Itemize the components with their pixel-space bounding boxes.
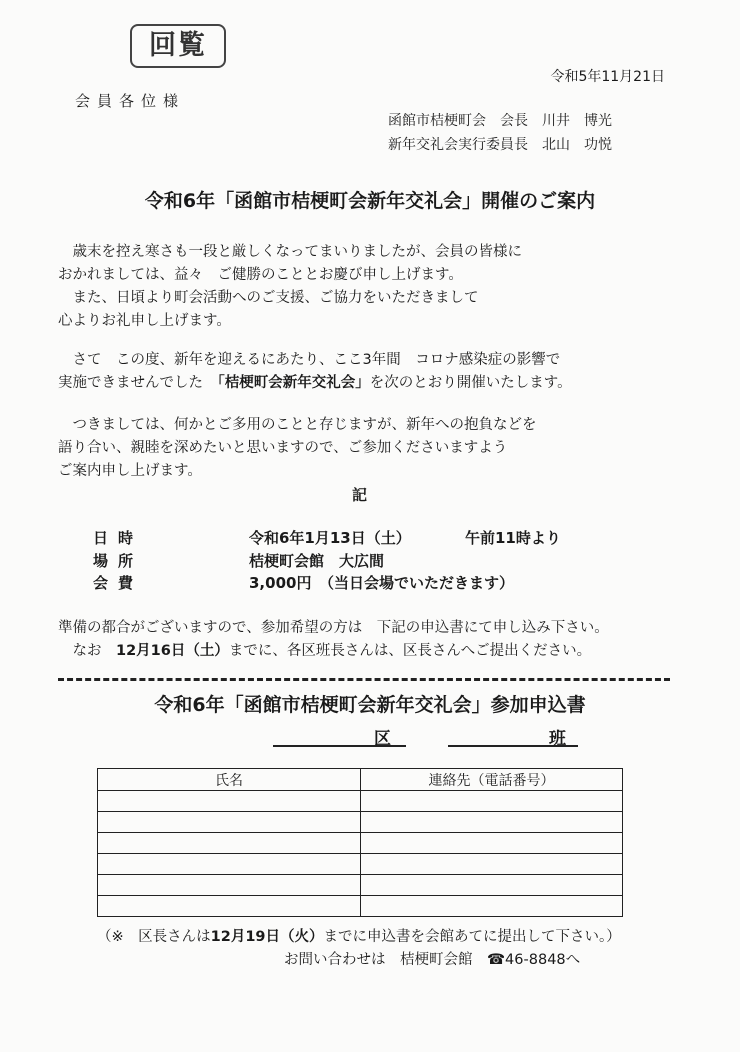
col-contact-header: 連絡先（電話番号） [361,769,623,791]
body-paragraph-1 [58,241,522,333]
body-line: おかれましては、益々 ご健勝のこととお慶び申し上げます。 [58,267,463,283]
contact-cell[interactable] [361,833,623,854]
body-line: また、日頃より町会活動へのご支援、ご協力をいただきまして [58,290,479,306]
datetime-value: 令和6年1月13日（土） [249,529,411,547]
han-label: 班 [549,729,566,749]
place-value: 桔梗町会館 大広間 [249,552,385,570]
name-cell[interactable] [98,896,361,917]
deadline-bold: 12月16日（土） [116,643,229,659]
body-text: 実施できませんでした [58,375,218,391]
name-cell[interactable] [98,875,361,896]
ku-label: 区 [374,729,391,749]
body-line: 歳末を控え寒さも一段と厳しくなってまいりましたが、会員の皆様に [58,244,522,260]
table-row [98,812,623,833]
body-line: つきましては、何かとご多用のことと存じますが、新年への抱負などを [58,417,537,433]
name-cell[interactable] [98,833,361,854]
body-line: ご案内申し上げます。 [58,463,202,479]
event-name-bold: 「桔梗町会新年交礼会」 [217,375,370,391]
body-line [58,372,572,395]
body-line: 語り合い、親睦を深めたいと思いますので、ご参加くださいますよう [58,440,508,456]
table-row [98,854,623,875]
table-row [98,896,623,917]
note-line-1: 準備の都合がございますので、参加希望の方は 下記の申込書にて申し込み下さい。 [58,620,609,636]
table-row [98,833,623,854]
datetime-label: 日時 [93,529,144,547]
place-label: 場所 [93,552,144,570]
form-title: 令和6年「函館市桔梗町会新年交礼会」参加申込書 [154,694,586,716]
name-cell[interactable] [98,812,361,833]
body-line: さて この度、新年を迎えるにあたり、ここ3年間 コロナ感染症の影響で [58,352,561,368]
sender-committee: 新年交礼会実行委員長 北山 功悦 [388,137,612,153]
note-text: なお [58,643,116,659]
name-cell[interactable] [98,791,361,812]
contact-cell[interactable] [361,854,623,875]
table-row [98,791,623,812]
contact-cell[interactable] [361,812,623,833]
body-paragraph-3 [58,414,537,483]
sender-chair: 函館市桔梗町会 会長 川井 博光 [388,113,612,129]
fee-value: 3,000円 （当日会場でいただきます） [249,574,514,592]
contact-cell[interactable] [361,875,623,896]
name-cell[interactable] [98,854,361,875]
time-value: 午前11時より [465,529,561,547]
note-text: までに、各区班長さんは、区長さんへご提出ください。 [228,643,592,659]
notice-title: 令和6年「函館市桔梗町会新年交礼会」開催のご案内 [144,190,596,212]
document-date: 令和5年11月21日 [550,69,665,85]
recipients: 会員各位様 [75,92,186,110]
body-text: を次のとおり開催いたします。 [369,375,572,391]
note-line-2 [58,639,591,660]
table-header-row [98,769,623,791]
contact-cell[interactable] [361,791,623,812]
body-paragraph-2 [58,349,572,395]
footer-text: までに申込書を会館あてに提出して下さい。） [323,929,621,945]
ki-heading: 記 [352,486,368,504]
contact-info: お問い合わせは 桔梗町会館 ☎46-8848へ [284,952,581,968]
application-table [97,768,623,917]
col-name-header: 氏名 [98,769,361,791]
cut-line [58,678,670,681]
kairan-stamp: 回覧 [130,24,226,68]
fee-label: 会費 [93,574,144,592]
footer-deadline-bold: 12月19日（火） [210,929,324,945]
footer-text: （※ 区長さんは [97,929,211,945]
contact-cell[interactable] [361,896,623,917]
body-line: 心よりお礼申し上げます。 [58,313,231,329]
form-footer-note [97,925,621,946]
table-row [98,875,623,896]
